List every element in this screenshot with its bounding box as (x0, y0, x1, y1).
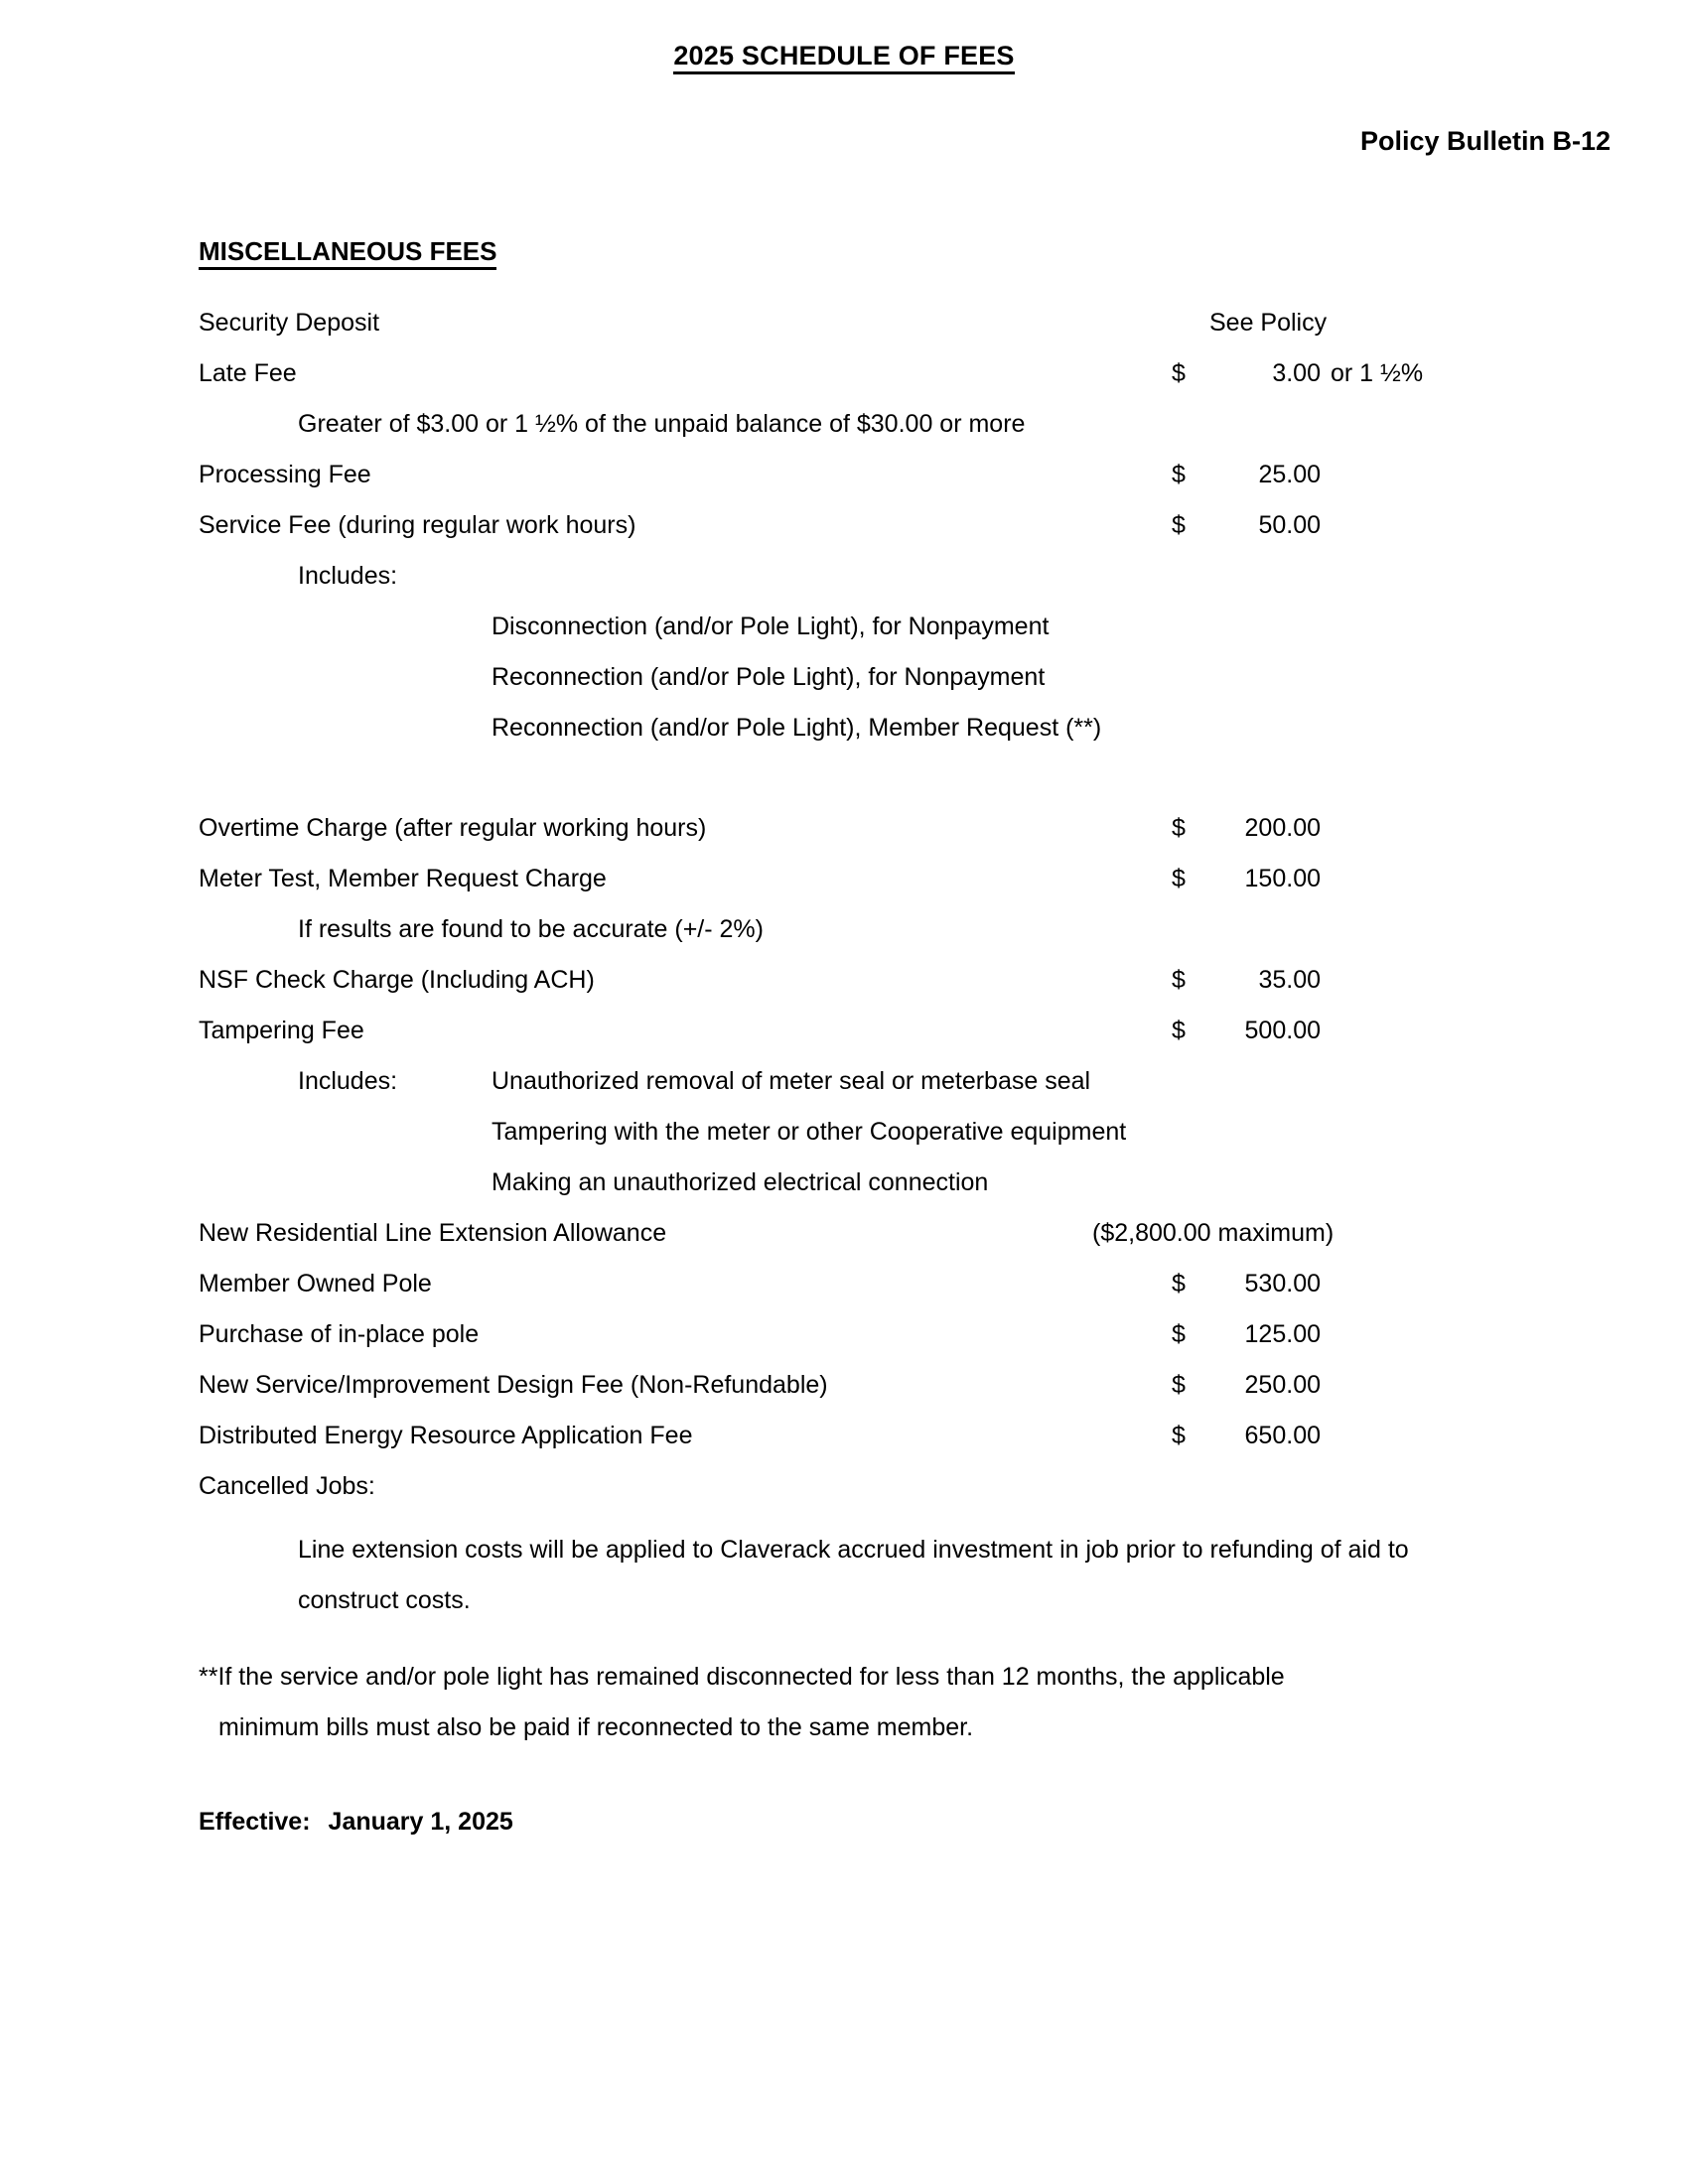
fee-row-late-fee (199, 361, 1430, 412)
fee-amount: 25.00 (1258, 461, 1321, 489)
service-fee-include-item: Reconnection (and/or Pole Light), Member Request (**) (492, 714, 1102, 743)
fee-value (1172, 816, 1430, 841)
fee-row-meter-test (199, 867, 1430, 917)
late-fee-note: Greater of $3.00 or 1 ½% of the unpaid balance of $30.00 or more (298, 410, 1026, 439)
fee-value (1172, 968, 1430, 993)
tampering-includes-first-row (199, 1069, 1430, 1120)
fee-value (1172, 867, 1430, 891)
footnote-spacer (199, 1626, 1430, 1652)
fee-row-tampering-fee (199, 1019, 1430, 1069)
fee-value-text: ($2,800.00 maximum) (1092, 1219, 1335, 1248)
currency-symbol: $ (1172, 511, 1186, 540)
fee-amount: 35.00 (1258, 966, 1321, 995)
fee-label: Security Deposit (199, 309, 380, 338)
fee-row-line-extension-allowance (199, 1221, 1430, 1272)
policy-bulletin-label: Policy Bulletin B-12 (1359, 126, 1611, 157)
fee-row-overtime-charge (199, 816, 1430, 867)
fee-row-service-fee (199, 513, 1430, 564)
tampering-include-item: Tampering with the meter or other Cooperative equipment (492, 1118, 1127, 1147)
fee-row-nsf-check (199, 968, 1430, 1019)
fee-amount-suffix: or 1 ½% (1331, 359, 1424, 388)
page-title (0, 0, 1688, 71)
section-spacer (199, 766, 1430, 816)
currency-symbol: $ (1172, 966, 1186, 995)
currency-symbol: $ (1172, 1422, 1186, 1450)
footnote (199, 1652, 1370, 1753)
meter-test-note: If results are found to be accurate (+/- 2%) (298, 915, 764, 944)
tampering-includes-label: Includes: (298, 1067, 398, 1096)
fee-row-member-owned-pole (199, 1272, 1430, 1322)
page-title-text: 2025 SCHEDULE OF FEES (673, 41, 1014, 74)
fee-label: NSF Check Charge (Including ACH) (199, 966, 595, 995)
fee-label: Cancelled Jobs: (199, 1472, 375, 1501)
currency-symbol: $ (1172, 1270, 1186, 1298)
currency-symbol: $ (1172, 1320, 1186, 1349)
fee-value (1172, 513, 1430, 538)
fee-label: Tampering Fee (199, 1017, 364, 1045)
fee-value (1172, 1019, 1430, 1043)
fee-value-text: See Policy (1209, 309, 1328, 338)
fee-value (1172, 1424, 1430, 1448)
fee-label: Overtime Charge (after regular working hours) (199, 814, 707, 843)
section-heading-text: MISCELLANEOUS FEES (199, 236, 496, 270)
cancelled-jobs-text: Line extension costs will be applied to Claverack accrued investment in job prior to refunding of aid to construct costs. (298, 1536, 1409, 1615)
fee-amount: 125.00 (1244, 1320, 1321, 1349)
currency-symbol: $ (1172, 1017, 1186, 1045)
fee-row-security-deposit (199, 311, 1430, 361)
fee-label: Processing Fee (199, 461, 371, 489)
fee-value (1172, 463, 1430, 487)
currency-symbol: $ (1172, 814, 1186, 843)
currency-symbol: $ (1172, 359, 1186, 388)
fee-value (1092, 1219, 1430, 1248)
fee-amount: 3.00 (1272, 359, 1321, 388)
fee-row-cancelled-jobs (199, 1474, 1430, 1525)
fee-amount: 200.00 (1244, 814, 1321, 843)
service-fee-include-item: Disconnection (and/or Pole Light), for Nonpayment (492, 613, 1050, 641)
fee-value (1172, 1373, 1430, 1398)
fee-row-purchase-in-place-pole (199, 1322, 1430, 1373)
fee-amount: 150.00 (1244, 865, 1321, 893)
fee-amount: 650.00 (1244, 1422, 1321, 1450)
effective-label: Effective: (199, 1808, 311, 1837)
fee-value (1172, 311, 1430, 336)
fee-value (1172, 1322, 1430, 1347)
fee-value (1172, 361, 1430, 386)
fee-row-processing-fee (199, 463, 1430, 513)
fee-list (199, 311, 1430, 1652)
fee-row-der-application-fee (199, 1424, 1430, 1474)
currency-symbol: $ (1172, 461, 1186, 489)
tampering-include-item: Unauthorized removal of meter seal or meterbase seal (492, 1067, 1091, 1096)
service-fee-include-item: Reconnection (and/or Pole Light), for Nonpayment (492, 663, 1046, 692)
footnote-line-1: **If the service and/or pole light has remained disconnected for less than 12 months, the applicable (199, 1663, 1285, 1692)
service-fee-includes-label: Includes: (298, 562, 398, 591)
fee-label: Purchase of in-place pole (199, 1320, 480, 1349)
fee-label: New Residential Line Extension Allowance (199, 1219, 667, 1248)
fee-amount: 50.00 (1258, 511, 1321, 540)
fee-row-design-fee (199, 1373, 1430, 1424)
effective-date-line (199, 1808, 1688, 1837)
fee-label: Meter Test, Member Request Charge (199, 865, 607, 893)
currency-symbol: $ (1172, 865, 1186, 893)
fee-label: Member Owned Pole (199, 1270, 432, 1298)
fee-amount: 500.00 (1244, 1017, 1321, 1045)
fee-amount: 250.00 (1244, 1371, 1321, 1400)
footnote-line-2: minimum bills must also be paid if reconnected to the same member. (218, 1713, 974, 1742)
fee-label: Late Fee (199, 359, 297, 388)
fee-value (1172, 1272, 1430, 1297)
fee-label: New Service/Improvement Design Fee (Non-Refundable) (199, 1371, 828, 1400)
currency-symbol: $ (1172, 1371, 1186, 1400)
tampering-include-item: Making an unauthorized electrical connection (492, 1168, 989, 1197)
effective-date: January 1, 2025 (328, 1808, 513, 1837)
fee-label: Distributed Energy Resource Application Fee (199, 1422, 693, 1450)
fee-label: Service Fee (during regular work hours) (199, 511, 636, 540)
section-heading (199, 236, 1688, 267)
fee-amount: 530.00 (1244, 1270, 1321, 1298)
